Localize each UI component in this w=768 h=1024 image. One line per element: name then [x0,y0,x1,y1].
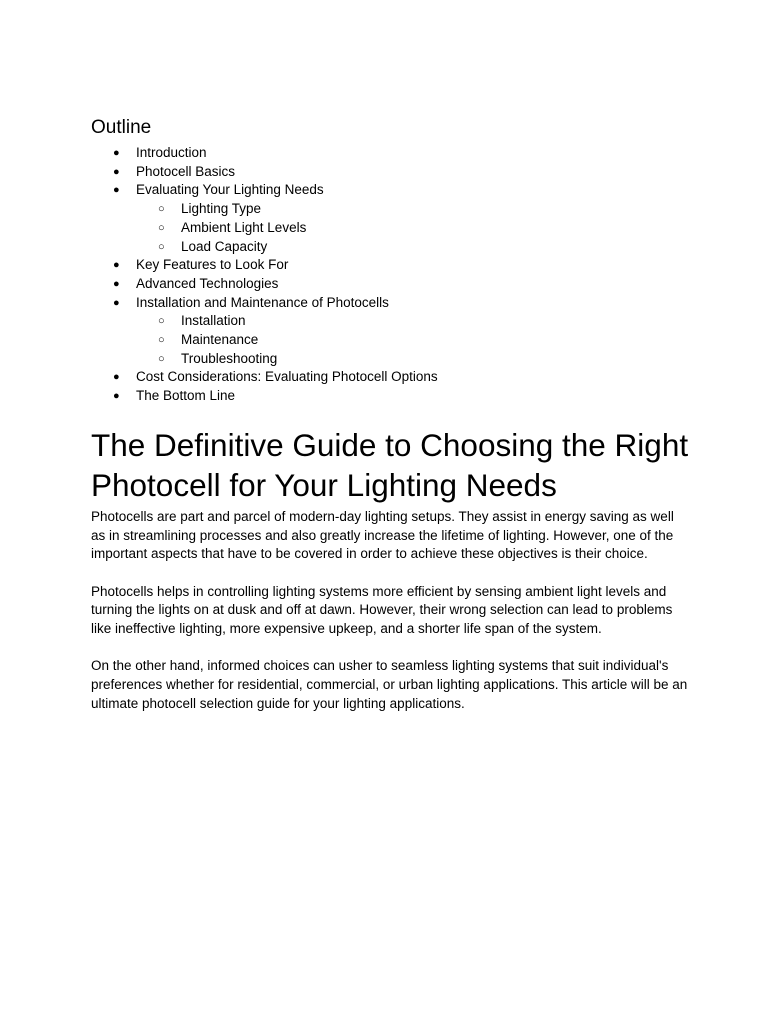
article-paragraph: On the other hand, informed choices can usher to seamless lighting systems that suit individual's preferences whether for residential, commercial, or urban lighting applications. This article will be an ultimate photocell selection guide for your lighting applications. [91,658,688,711]
outline-subitem [136,331,691,350]
outline-item [91,144,691,163]
outline-subitem [136,219,691,238]
document-page [91,116,691,732]
article-paragraph: Photocells helps in controlling lighting systems more efficient by sensing ambient light levels and turning the lights on at dusk and off at dawn. However, their wrong selection can lead to problems like ineffective lighting, more expensive upkeep, and a shorter life span of the system. [91,583,673,637]
outline-item [91,275,691,294]
hollow-bullet-icon: ○ [158,352,165,365]
bullet-icon: ● [113,147,120,159]
hollow-bullet-icon: ○ [158,240,165,253]
outline-subitem [136,238,691,257]
outline-item-label: Photocell Basics [136,163,236,179]
outline-item-label: Advanced Technologies [136,275,279,291]
bullet-icon: ● [113,371,120,384]
outline-subitem [136,312,691,331]
bullet-icon: ● [113,259,120,272]
outline-item [91,368,691,387]
outline-item [91,256,691,275]
outline-heading: Outline [91,117,152,138]
outline-item-label: Introduction [136,145,207,160]
article-title: The Definitive Guide to Choosing the Right Photocell for Your Lighting Needs [91,426,689,503]
outline-item [91,387,691,406]
outline-subitem-label: Load Capacity [181,238,268,254]
outline-subitem-label: Troubleshooting [181,350,278,366]
article-paragraph: Photocells are part and parcel of modern-day lighting setups. They assist in energy saving as well as in streamlining processes and also greatly increase the lifetime of lighting. However, one of the important aspects that have to be covered in order to achieve these objectives is their choice. [91,508,674,562]
hollow-bullet-icon: ○ [158,221,165,234]
outline-item-label: Evaluating Your Lighting Needs [136,182,324,198]
outline-sublist [136,200,691,256]
outline-list [91,144,691,406]
outline-subitem [136,200,691,219]
outline-sublist [136,312,691,368]
bullet-icon: ● [113,390,120,403]
outline-item-label: The Bottom Line [136,388,236,404]
outline-item-label: Key Features to Look For [136,257,289,273]
outline-item-label: Installation and Maintenance of Photocells [136,294,389,310]
outline-item [91,163,691,182]
bullet-icon: ● [113,277,120,290]
outline-subitem [136,350,691,369]
hollow-bullet-icon: ○ [158,203,165,216]
outline-subitem-label: Installation [181,313,246,329]
outline-item [91,181,691,256]
bullet-icon: ● [113,296,120,309]
hollow-bullet-icon: ○ [158,334,165,347]
bullet-icon: ● [113,165,120,178]
outline-item [91,294,691,369]
outline-subitem-label: Maintenance [181,332,259,348]
outline-subitem-label: Lighting Type [181,201,262,217]
outline-subitem-label: Ambient Light Levels [181,219,307,235]
hollow-bullet-icon: ○ [158,315,165,328]
outline-item-label: Cost Considerations: Evaluating Photocell Options [136,369,438,385]
bullet-icon: ● [113,184,120,197]
